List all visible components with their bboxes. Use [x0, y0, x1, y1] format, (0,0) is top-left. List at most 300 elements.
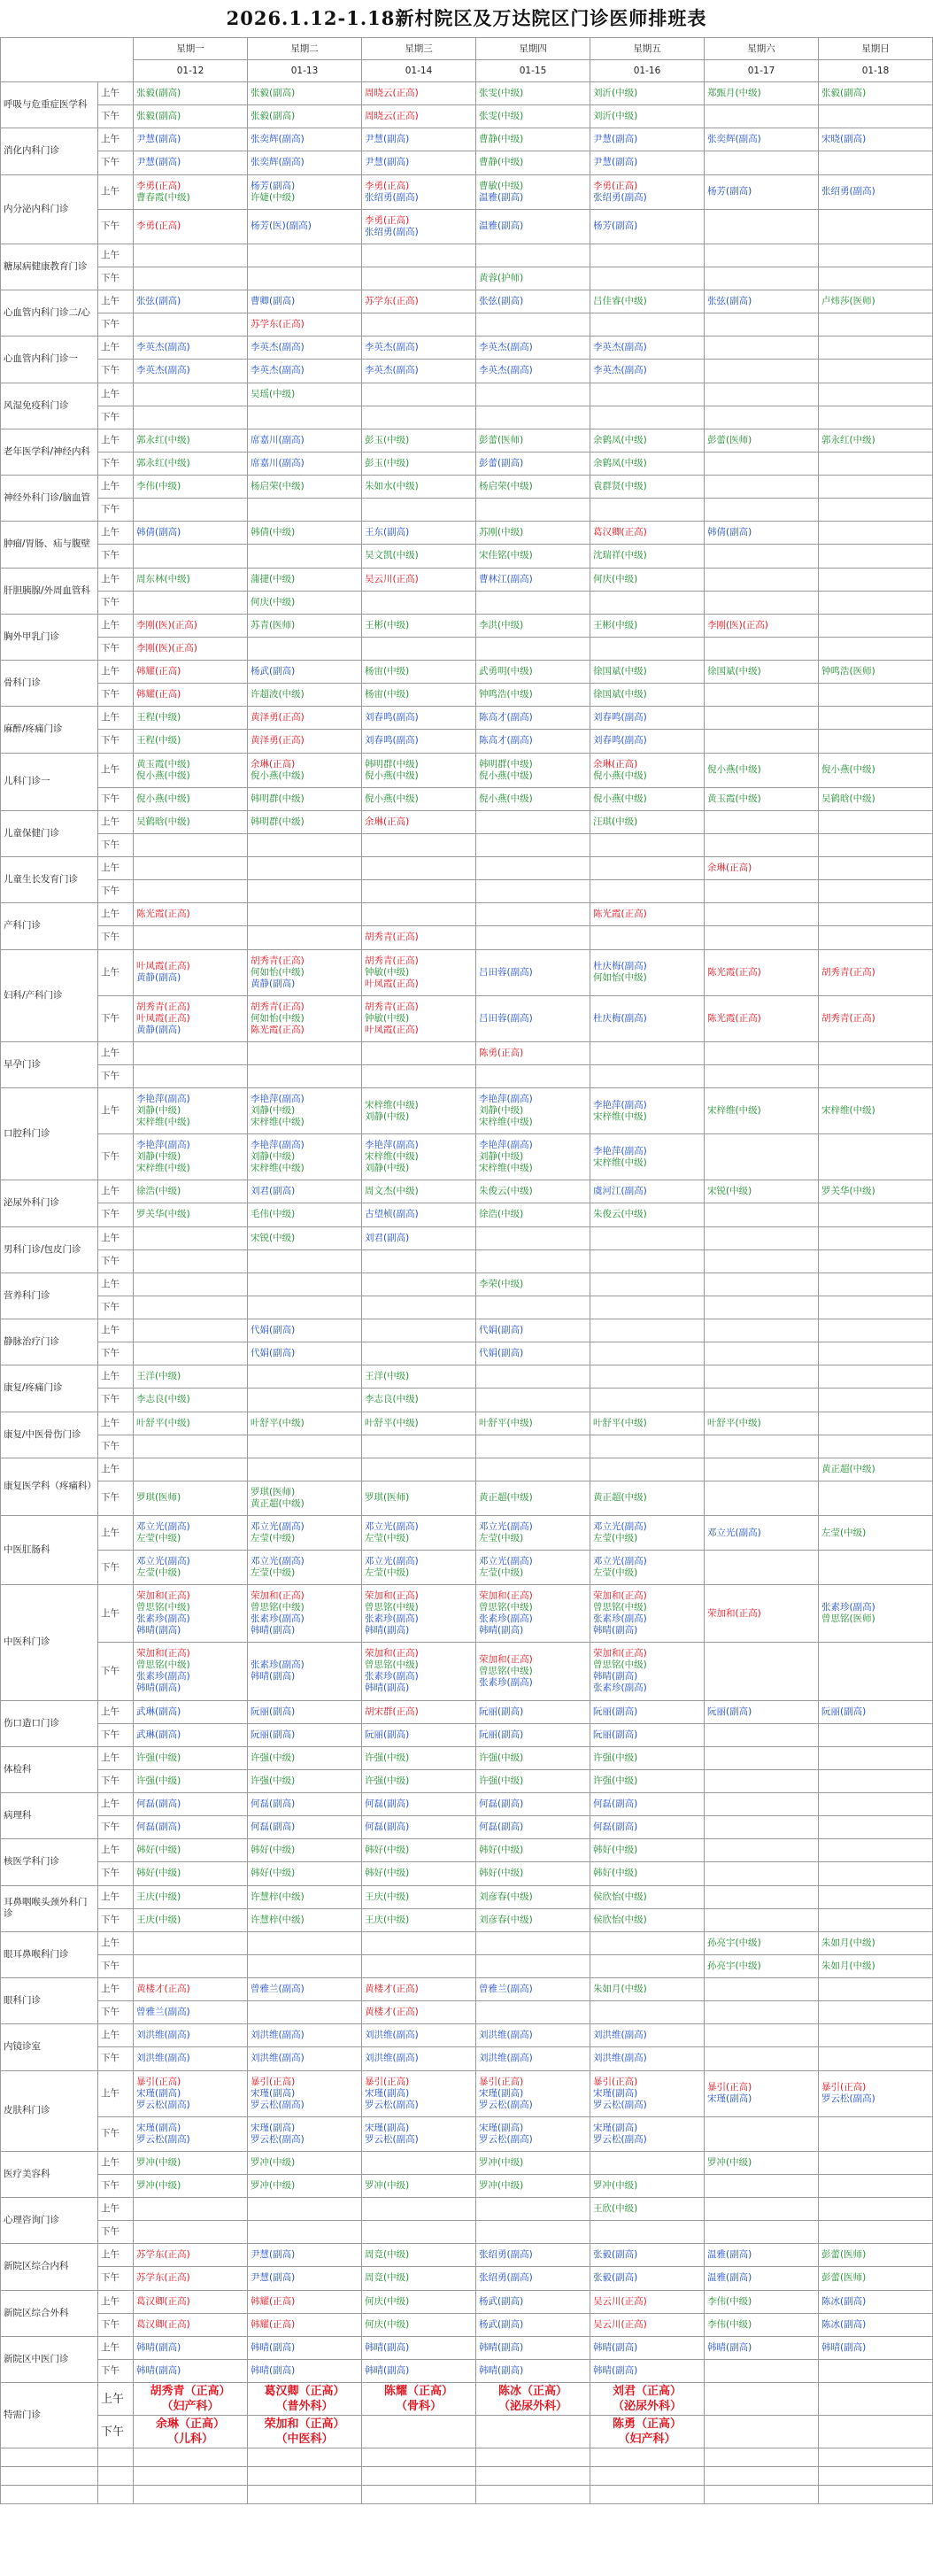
- period-label: 下午: [98, 1723, 134, 1746]
- doctor-entry: 郭永红(中级): [136, 457, 190, 468]
- doctor-entry: 尹慧(副高): [136, 157, 181, 168]
- schedule-cell: [705, 2151, 819, 2174]
- doctor-entry: 钟鸣浩(医师): [821, 666, 875, 677]
- department-name: 骨科门诊: [1, 661, 98, 707]
- schedule-cell: [476, 2221, 590, 2244]
- doctor-entry: 吴云川(正高): [365, 573, 419, 584]
- period-label: 上午: [98, 2383, 134, 2416]
- schedule-cell: [819, 1365, 933, 1389]
- doctor-entry: 左莹(中级): [593, 1567, 638, 1579]
- schedule-cell: [590, 1769, 705, 1792]
- schedule-cell: [819, 2221, 933, 2244]
- doctor-entry: 李艳萍(副高): [593, 1145, 647, 1156]
- schedule-cell: [705, 833, 819, 856]
- doctor-entry: 韩晴(副高): [136, 1683, 181, 1694]
- department-name: 体检科: [1, 1746, 98, 1792]
- schedule-cell: [819, 522, 933, 545]
- schedule-cell: [819, 2336, 933, 2359]
- header-row-dates: [1, 60, 933, 82]
- doctor-entry: 韩好(中级): [136, 1868, 181, 1879]
- schedule-row: [1, 753, 933, 787]
- schedule-cell: [590, 1389, 705, 1412]
- doctor-entry: 李艳萍(副高): [593, 1099, 647, 1110]
- doctor-entry: 何如怡(中级): [251, 1012, 305, 1024]
- schedule-cell: [705, 151, 819, 174]
- schedule-cell: [134, 452, 248, 475]
- schedule-cell: [476, 730, 590, 753]
- doctor-entry: 王彬(中级): [365, 619, 410, 630]
- schedule-cell: [248, 1931, 362, 1954]
- schedule-cell: [819, 1041, 933, 1064]
- doctor-entry: 席嘉川(副高): [251, 434, 305, 445]
- schedule-cell: [362, 476, 476, 499]
- day-name-3: 星期三: [362, 38, 476, 60]
- schedule-cell: [819, 684, 933, 707]
- empty-cell: [705, 2486, 819, 2504]
- schedule-cell: [819, 105, 933, 128]
- schedule-cell: [134, 1134, 248, 1180]
- schedule-row: [1, 637, 933, 660]
- schedule-row: [1, 1885, 933, 1908]
- schedule-cell: [248, 637, 362, 660]
- schedule-cell: [362, 1088, 476, 1134]
- doctor-entry: 徐浩(中级): [479, 1209, 524, 1220]
- schedule-row: [1, 1273, 933, 1296]
- schedule-cell: [134, 1365, 248, 1389]
- schedule-row: [1, 1296, 933, 1319]
- doctor-entry: 宋梓维(中级): [251, 1163, 305, 1174]
- schedule-cell: [362, 857, 476, 880]
- doctor-entry: 黄楼才(正高): [365, 2007, 419, 2018]
- doctor-entry: 许强(中级): [365, 1775, 410, 1786]
- schedule-cell: [248, 568, 362, 591]
- schedule-cell: [705, 995, 819, 1041]
- doctor-entry: 叶舒平(中级): [593, 1417, 647, 1428]
- schedule-cell: [819, 1226, 933, 1249]
- department-name: 神经外科门诊/脑血管: [1, 476, 98, 522]
- schedule-cell: [590, 2151, 705, 2174]
- schedule-cell: [476, 1839, 590, 1862]
- schedule-cell: [134, 2001, 248, 2024]
- doctor-entry: 杜庆梅(副高): [593, 961, 647, 972]
- schedule-cell: [590, 1746, 705, 1769]
- period-label: 下午: [98, 267, 134, 290]
- doctor-entry: 倪小燕(中级): [593, 793, 647, 804]
- schedule-cell: [819, 1319, 933, 1342]
- schedule-row: [1, 476, 933, 499]
- doctor-entry: 黄泽勇(正高): [251, 712, 305, 723]
- doctor-entry: 罗云松(副高): [821, 2093, 875, 2105]
- doctor-entry: 武琳(副高): [136, 1729, 181, 1740]
- doctor-entry: 邓立光(副高): [136, 1521, 190, 1533]
- schedule-cell: [362, 267, 476, 290]
- doctor-entry: 汪琪(中级): [593, 816, 638, 827]
- schedule-cell: [476, 1319, 590, 1342]
- doctor-entry: 许强(中级): [251, 1775, 296, 1786]
- schedule-row: [1, 2359, 933, 2382]
- doctor-entry: 韩倩(副高): [136, 527, 181, 538]
- doctor-entry: 张素珍(副高): [593, 1613, 647, 1625]
- doctor-entry: 李艳萍(副高): [251, 1094, 305, 1105]
- doctor-entry: 李英杰(副高): [251, 365, 305, 376]
- schedule-cell: [705, 1700, 819, 1723]
- schedule-cell: [590, 568, 705, 591]
- schedule-row: [1, 383, 933, 406]
- doctor-entry: 胡秀青(正高): [821, 1012, 875, 1024]
- schedule-cell: [362, 995, 476, 1041]
- schedule-cell: [362, 1342, 476, 1365]
- schedule-cell: [134, 1908, 248, 1931]
- schedule-cell: [134, 1319, 248, 1342]
- schedule-cell: [590, 1412, 705, 1435]
- schedule-cell: [590, 1885, 705, 1908]
- doctor-entry: 张素珍(副高): [365, 1671, 419, 1683]
- department-name: 男科门诊/包皮门诊: [1, 1226, 98, 1273]
- schedule-cell: [362, 833, 476, 856]
- doctor-entry: 倪小燕(中级): [136, 793, 190, 804]
- schedule-cell: [248, 1435, 362, 1458]
- schedule-cell: [476, 2267, 590, 2290]
- schedule-cell: [134, 2047, 248, 2070]
- schedule-cell: [590, 1273, 705, 1296]
- schedule-cell: [248, 1134, 362, 1180]
- schedule-cell: [362, 2024, 476, 2047]
- schedule-cell: [134, 406, 248, 429]
- schedule-row: [1, 429, 933, 452]
- period-label: 上午: [98, 522, 134, 545]
- empty-cell: [98, 2448, 134, 2467]
- schedule-cell: [248, 1862, 362, 1885]
- doctor-entry: 罗云松(副高): [251, 2133, 305, 2145]
- doctor-entry: 许强(中级): [479, 1775, 524, 1786]
- schedule-cell: [134, 2151, 248, 2174]
- doctor-entry: 许超波(中级): [251, 689, 305, 700]
- schedule-cell: [476, 429, 590, 452]
- schedule-cell: [362, 568, 476, 591]
- schedule-cell: [476, 1746, 590, 1769]
- doctor-entry: 李英杰(副高): [479, 342, 533, 353]
- doctor-entry: 苏刚(中级): [479, 527, 524, 538]
- doctor-entry: 代娟(副高): [251, 1325, 296, 1336]
- doctor-entry: 陈耀（正高）: [383, 2385, 453, 2398]
- doctor-entry: 周竞(中级): [365, 2272, 410, 2284]
- doctor-entry: 宋梓维(中级): [821, 1105, 875, 1117]
- department-name: 糖尿病健康教育门诊: [1, 244, 98, 290]
- doctor-entry: 何庆(中级): [251, 596, 296, 607]
- doctor-entry: 何磊(副高): [365, 1799, 410, 1810]
- schedule-cell: [819, 903, 933, 926]
- schedule-cell: [248, 1365, 362, 1389]
- doctor-entry: 曾雅兰(副高): [251, 1984, 305, 1995]
- schedule-cell: [819, 151, 933, 174]
- doctor-entry: 彭玉(中级): [365, 434, 410, 445]
- doctor-entry: 韩晴(副高): [479, 2364, 524, 2376]
- schedule-cell: [590, 1365, 705, 1389]
- doctor-entry: 黄楼才(正高): [136, 1984, 190, 1995]
- schedule-cell: [134, 151, 248, 174]
- schedule-cell: [819, 1700, 933, 1723]
- empty-cell: [248, 2467, 362, 2486]
- doctor-entry: 杨宙(中级): [365, 689, 410, 700]
- doctor-entry: 陈光霞(正高): [707, 1012, 761, 1024]
- doctor-entry: 张毅(副高): [593, 2249, 638, 2261]
- special-row: [1, 2416, 933, 2448]
- schedule-cell: [705, 1389, 819, 1412]
- period-label: 下午: [98, 360, 134, 383]
- doctor-entry: 刘静(中级): [136, 1151, 181, 1163]
- period-label: 下午: [98, 2267, 134, 2290]
- period-label: 上午: [98, 1839, 134, 1862]
- doctor-entry: 刘春鸣(副高): [593, 712, 647, 723]
- department-name: 眼科门诊: [1, 1978, 98, 2024]
- day-name-4: 星期四: [476, 38, 590, 60]
- schedule-cell: [362, 1249, 476, 1273]
- doctor-entry: 刘洪维(副高): [251, 2030, 305, 2041]
- period-label: 上午: [98, 2151, 134, 2174]
- doctor-entry: 苏学东(正高): [136, 2272, 190, 2284]
- schedule-cell: [819, 810, 933, 833]
- schedule-cell: [362, 2116, 476, 2151]
- schedule-cell: [248, 2221, 362, 2244]
- doctor-entry: 袁群贤(中级): [593, 481, 647, 492]
- schedule-cell: [248, 1793, 362, 1816]
- schedule-row: [1, 2047, 933, 2070]
- doctor-entry: 何磊(副高): [251, 1799, 296, 1810]
- doctor-entry: 暴引(正高): [136, 2076, 181, 2087]
- doctor-entry: 葛汉卿(正高): [593, 527, 647, 538]
- schedule-cell: [476, 406, 590, 429]
- schedule-cell: [819, 267, 933, 290]
- schedule-cell: [819, 568, 933, 591]
- schedule-cell: [819, 452, 933, 475]
- doctor-entry: 罗关华(中级): [136, 1209, 190, 1220]
- doctor-entry: 许强(中级): [136, 1752, 181, 1763]
- doctor-entry: 李志良(中级): [136, 1394, 190, 1405]
- schedule-cell: [705, 1978, 819, 2001]
- doctor-entry: 刘君（正高）: [612, 2385, 682, 2398]
- doctor-entry: 暴引(正高): [251, 2076, 296, 2087]
- schedule-cell: [248, 522, 362, 545]
- period-label: 上午: [98, 2198, 134, 2221]
- period-label: 上午: [98, 290, 134, 313]
- schedule-cell: [362, 360, 476, 383]
- schedule-cell: [362, 209, 476, 244]
- doctor-entry: 曾思铭(中级): [365, 1659, 419, 1671]
- doctor-entry: 左莹(中级): [251, 1533, 296, 1544]
- schedule-cell: [476, 1816, 590, 1839]
- period-label: 上午: [98, 1412, 134, 1435]
- period-label: 下午: [98, 1296, 134, 1319]
- doctor-entry: 苏学东(正高): [251, 319, 305, 330]
- schedule-cell: [248, 2001, 362, 2024]
- doctor-entry: 尹慧(副高): [365, 157, 410, 168]
- schedule-cell: [819, 1551, 933, 1585]
- doctor-entry: 曾思铭(中级): [136, 1659, 190, 1671]
- schedule-cell: [134, 1978, 248, 2001]
- doctor-entry: 韩好(中级): [479, 1845, 524, 1856]
- schedule-cell: [819, 1342, 933, 1365]
- doctor-entry: 曾思铭(中级): [593, 1602, 647, 1613]
- doctor-entry: 刘洪维(副高): [479, 2053, 533, 2064]
- schedule-cell: [476, 1134, 590, 1180]
- schedule-row: [1, 810, 933, 833]
- schedule-cell: [819, 2151, 933, 2174]
- doctor-entry: 彭蕾(医师): [707, 434, 752, 445]
- department-name: 老年医学科/神经内科: [1, 429, 98, 475]
- doctor-entry: 刘洪维(副高): [136, 2053, 190, 2064]
- schedule-cell: [476, 810, 590, 833]
- schedule-cell: [705, 1862, 819, 1885]
- doctor-entry: 黄正超(中级): [251, 1497, 305, 1509]
- doctor-entry: 叶舒平(中级): [136, 1417, 190, 1428]
- doctor-entry: 黄静(副高): [136, 1024, 181, 1035]
- schedule-cell: [248, 787, 362, 810]
- schedule-cell: [362, 2174, 476, 2197]
- schedule-cell: [248, 1746, 362, 1769]
- doctor-entry: 倪小燕(中级): [136, 770, 190, 781]
- period-label: 上午: [98, 1226, 134, 1249]
- schedule-row: [1, 360, 933, 383]
- schedule-cell: [248, 290, 362, 313]
- doctor-entry: 罗琪(医师): [136, 1492, 181, 1504]
- doctor-entry: 周东林(中级): [136, 573, 190, 584]
- doctor-entry: 荣加和(正高): [365, 1590, 419, 1602]
- doctor-entry: 阮丽(副高): [593, 1706, 638, 1717]
- schedule-cell: [705, 1885, 819, 1908]
- department-name: 中医科门诊: [1, 1585, 98, 1700]
- schedule-row: [1, 2290, 933, 2313]
- schedule-cell: [705, 244, 819, 267]
- empty-cell: [476, 2467, 590, 2486]
- doctor-entry: 代娟(副高): [251, 1348, 296, 1359]
- department-name: 儿科门诊一: [1, 753, 98, 810]
- schedule-cell: [248, 2047, 362, 2070]
- schedule-cell: [476, 1793, 590, 1816]
- department-name: 皮肤科门诊: [1, 2070, 98, 2151]
- doctor-entry: 武琳(副高): [136, 1706, 181, 1717]
- doctor-entry: 徐国斌(中级): [593, 666, 647, 677]
- schedule-cell: [476, 1978, 590, 2001]
- doctor-entry: 罗冲(中级): [707, 2156, 752, 2168]
- doctor-entry: 陈高才(副高): [479, 735, 533, 746]
- schedule-cell: [362, 128, 476, 151]
- schedule-row: [1, 2313, 933, 2336]
- schedule-cell: [705, 1342, 819, 1365]
- day-date-3: 01-14: [362, 60, 476, 82]
- doctor-entry: 邓立光(副高): [251, 1521, 305, 1533]
- schedule-row: [1, 209, 933, 244]
- schedule-cell: [705, 1412, 819, 1435]
- schedule-cell: [362, 2070, 476, 2116]
- schedule-cell: [362, 1551, 476, 1585]
- schedule-cell: [362, 1064, 476, 1087]
- schedule-cell: [362, 1793, 476, 1816]
- schedule-cell: [590, 810, 705, 833]
- schedule-cell: [362, 787, 476, 810]
- doctor-entry: 宋瑾(副高): [479, 2122, 524, 2133]
- doctor-entry: 宋梓维(中级): [136, 1163, 190, 1174]
- schedule-cell: [705, 1319, 819, 1342]
- schedule-cell: [590, 1458, 705, 1481]
- schedule-cell: [705, 857, 819, 880]
- schedule-cell: [819, 1793, 933, 1816]
- schedule-cell: [705, 1226, 819, 1249]
- doctor-entry: 李英杰(副高): [365, 342, 419, 353]
- doctor-entry: 宋瑾(副高): [707, 2093, 752, 2105]
- schedule-cell: [134, 1389, 248, 1412]
- schedule-cell: [819, 995, 933, 1041]
- schedule-cell: [590, 903, 705, 926]
- schedule-cell: [476, 949, 590, 995]
- doctor-entry: 张奕辉(副高): [251, 134, 305, 145]
- schedule-cell: [819, 1816, 933, 1839]
- schedule-cell: [248, 1700, 362, 1723]
- department-name: 核医学科门诊: [1, 1839, 98, 1885]
- schedule-cell: [590, 2221, 705, 2244]
- doctor-entry: 胡宋群(正高): [365, 1706, 419, 1717]
- schedule-cell: [476, 903, 590, 926]
- schedule-row: [1, 1954, 933, 1977]
- doctor-entry: 吴云川(正高): [593, 2295, 647, 2307]
- schedule-cell: [476, 1041, 590, 1064]
- doctor-entry: 荣加和(正高): [593, 1648, 647, 1659]
- schedule-cell: [590, 313, 705, 337]
- doctor-entry: 邓立光(副高): [707, 1527, 761, 1538]
- schedule-cell: [819, 787, 933, 810]
- doctor-entry: 荣加和(正高): [479, 1653, 533, 1665]
- schedule-cell: [590, 1723, 705, 1746]
- doctor-entry: 王洋(中级): [365, 1371, 410, 1382]
- schedule-row: [1, 1481, 933, 1515]
- doctor-entry: 王程(中级): [136, 712, 181, 723]
- doctor-entry: 张素珍(副高): [593, 1683, 647, 1694]
- doctor-entry: 周竞(中级): [365, 2249, 410, 2261]
- doctor-entry: 吕田蓉(副高): [479, 966, 533, 978]
- schedule-cell: [134, 313, 248, 337]
- schedule-cell: [476, 522, 590, 545]
- schedule-cell: [248, 1064, 362, 1087]
- schedule-cell: [362, 1516, 476, 1551]
- schedule-cell: [248, 880, 362, 903]
- schedule-cell: [362, 1723, 476, 1746]
- schedule-row: [1, 1643, 933, 1700]
- department-name: 口腔科门诊: [1, 1088, 98, 1180]
- period-label: 上午: [98, 2290, 134, 2313]
- schedule-cell: [134, 1700, 248, 1723]
- period-label: 上午: [98, 614, 134, 637]
- schedule-cell: [134, 82, 248, 105]
- empty-row: [1, 2448, 933, 2467]
- schedule-cell: [819, 2359, 933, 2382]
- period-label: 下午: [98, 2359, 134, 2382]
- schedule-cell: [134, 833, 248, 856]
- schedule-cell: [248, 383, 362, 406]
- doctor-entry: 刘彦春(中级): [479, 1891, 533, 1902]
- schedule-cell: [248, 429, 362, 452]
- schedule-cell: [362, 2001, 476, 2024]
- schedule-cell: [590, 1203, 705, 1226]
- schedule-cell: [819, 499, 933, 522]
- schedule-cell: [248, 1249, 362, 1273]
- department-name: 心血管内科门诊一: [1, 337, 98, 383]
- schedule-cell: [362, 661, 476, 684]
- period-label: 上午: [98, 429, 134, 452]
- schedule-cell: [590, 1931, 705, 1954]
- schedule-cell: [248, 684, 362, 707]
- schedule-cell: [134, 2359, 248, 2382]
- period-label: 下午: [98, 1134, 134, 1180]
- department-name: 康复医学科（疼痛科）: [1, 1458, 98, 1515]
